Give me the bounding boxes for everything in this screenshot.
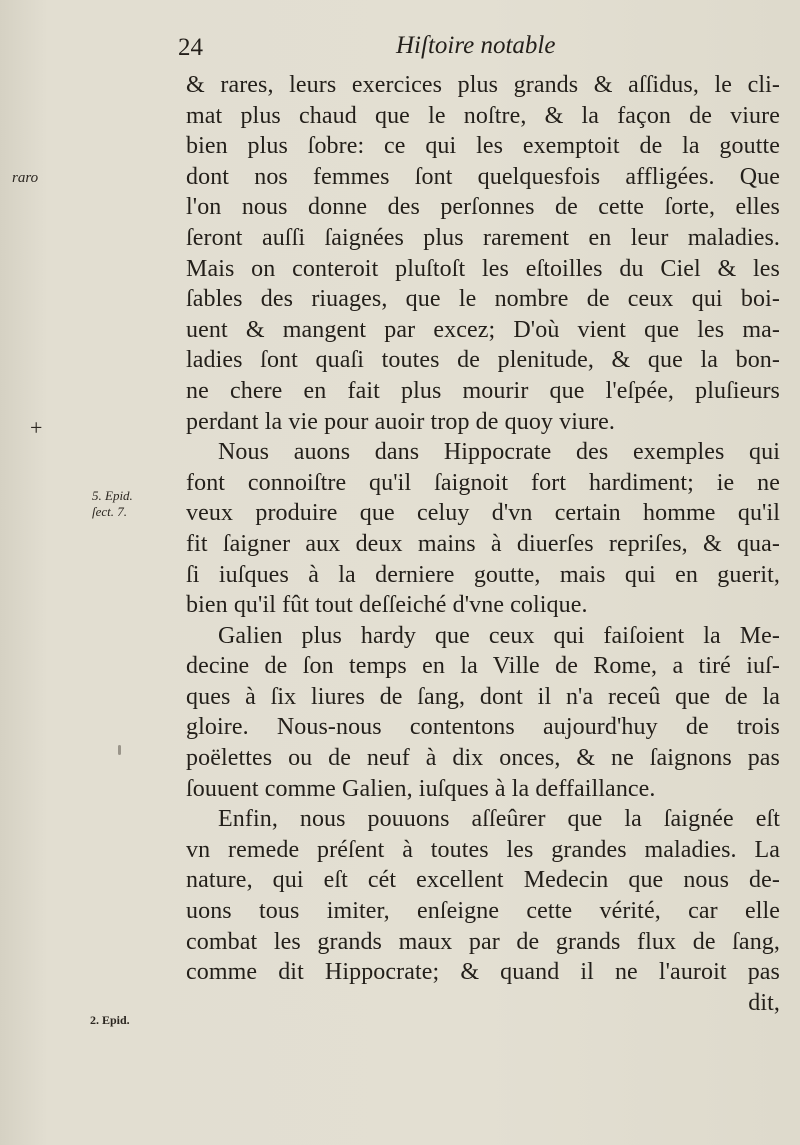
- text-line: gloire. Nous-nous contentons aujourd'huy de trois: [186, 714, 780, 741]
- body-text: [186, 70, 780, 1018]
- running-head: [0, 30, 800, 64]
- text-line: dont nos femmes ſont quelquesfois affligées. Que: [186, 163, 780, 190]
- text-line: ſables des riuages, que le nombre de ceux qui boi-: [186, 286, 780, 313]
- text-line: bien plus ſobre: ce qui les exemptoit de la goutte: [186, 133, 780, 160]
- margin-note-epid-2: 2. Epid.: [90, 1013, 130, 1027]
- text-line: font connoiſtre qu'il ſaignoit fort hardiment; ie ne: [186, 469, 780, 496]
- text-line: vn remede préſent à toutes les grandes maladies. La: [186, 836, 780, 863]
- text-line: ne chere en fait plus mourir que l'eſpée, pluſieurs: [186, 377, 780, 404]
- ink-speck: [118, 745, 121, 755]
- text-line: uent & mangent par excez; D'où vient que les ma-: [186, 316, 780, 343]
- text-line: combat les grands maux par de grands flux de ſang,: [186, 928, 780, 955]
- text-line: veux produire que celuy d'vn certain homme qu'il: [186, 500, 780, 527]
- margin-note-epid-5-line2: ſect. 7.: [92, 504, 128, 519]
- text-line: ſi iuſques à la derniere goutte, mais qui en guerit,: [186, 561, 780, 588]
- margin-note-epid-5: [92, 488, 133, 520]
- text-line: & rares, leurs exercices plus grands & aſſidus, le cli-: [186, 72, 780, 98]
- text-line: Nous auons dans Hippocrate des exemples qui: [218, 439, 780, 466]
- text-line: ſouuent comme Galien, iuſques à la deffaillance.: [186, 775, 656, 802]
- text-line: Enfin, nous pouuons aſſeûrer que la ſaignée eſt: [218, 806, 780, 833]
- margin-note-cross: +: [30, 415, 43, 440]
- margin-note-epid-5-line1: 5. Epid.: [92, 488, 133, 503]
- text-line: uons tous imiter, enſeigne cette vérité, car elle: [186, 898, 780, 925]
- text-line: Galien plus hardy que ceux qui faiſoient la Me-: [218, 622, 780, 649]
- text-line: decine de ſon temps en la Ville de Rome, a tiré iuſ-: [186, 653, 780, 680]
- text-line: ladies ſont quaſi toutes de plenitude, & que la bon-: [186, 347, 780, 374]
- text-line: perdant la vie pour auoir trop de quoy viure.: [186, 408, 616, 435]
- text-line: comme dit Hippocrate; & quand il ne l'auroit pas: [186, 959, 780, 986]
- catchword: dit,: [748, 989, 780, 1016]
- text-line: poëlettes ou de neuf à dix onces, & ne ſaignons pas: [186, 745, 780, 772]
- text-line: Mais on conteroit pluſtoſt les eſtoilles du Ciel & les: [186, 255, 780, 282]
- text-line: nature, qui eſt cét excellent Medecin que nous de-: [186, 867, 780, 894]
- text-line: mat plus chaud que le noſtre, & la façon de viure: [186, 102, 780, 129]
- text-line: ſeront auſſi ſaignées plus rarement en leur maladies.: [186, 224, 780, 251]
- text-line: fit ſaigner aux deux mains à diuerſes repriſes, & qua-: [186, 530, 780, 557]
- page-number: 24: [178, 34, 203, 61]
- text-line: l'on nous donne des perſonnes de cette ſorte, elles: [186, 194, 780, 221]
- text-line: bien qu'il fût tout deſſeiché d'vne colique.: [186, 592, 588, 619]
- text-line: ques à ſix liures de ſang, dont il n'a receû que de la: [186, 683, 780, 710]
- running-title: Hiſtoire notable: [396, 32, 556, 59]
- margin-note-raro: raro: [12, 170, 39, 186]
